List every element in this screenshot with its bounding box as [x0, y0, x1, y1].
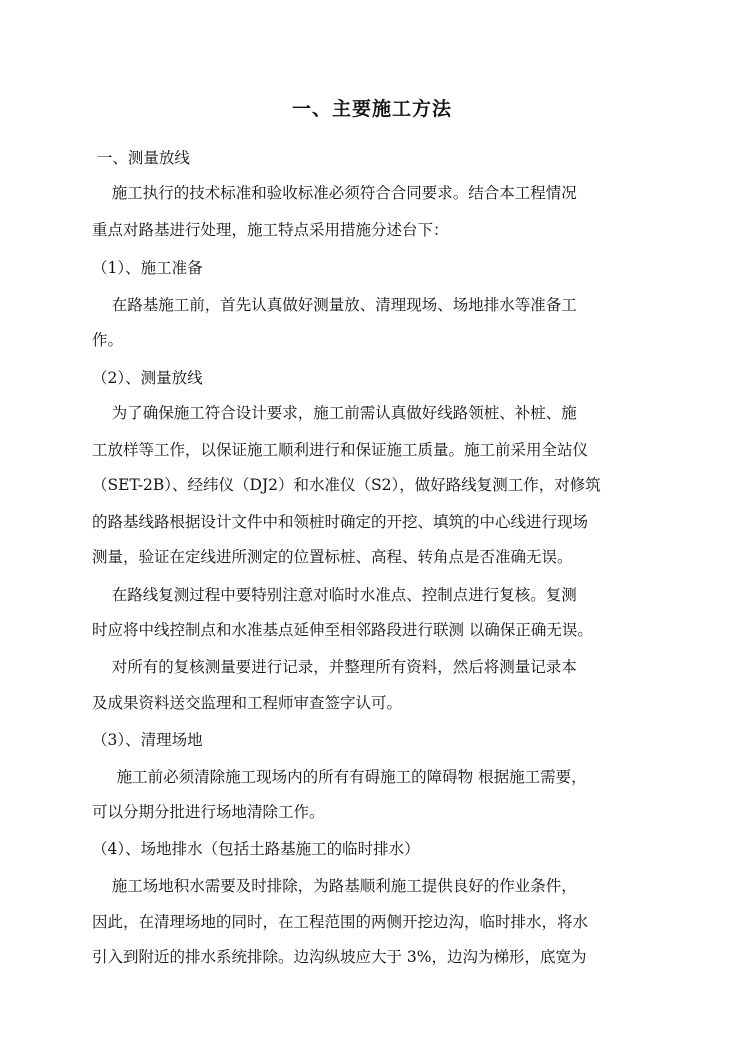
- text-line: 对所有的复核测量要进行记录，并整理所有资料，然后将测量记录本: [92, 658, 577, 676]
- text-line: 在路线复测过程中要特别注意对临时水准点、控制点进行复核。复测: [92, 586, 577, 604]
- text-line: 施工前必须清除施工现场内的所有有碍施工的障碍物 根据施工需要，: [92, 768, 587, 786]
- document-title: 一、主要施工方法: [291, 98, 452, 120]
- text-line: 的路基线路根据设计文件中和领桩时确定的开挖、填筑的中心线进行现场: [92, 513, 589, 531]
- text-line: （3）、清理场地: [92, 731, 203, 749]
- text-line: （4）、场地排水（包括土路基施工的临时排水）: [92, 840, 420, 858]
- text-line: 测量，验证在定线进所测定的位置标桩、高程、转角点是否准确无误。: [92, 548, 573, 566]
- text-line: 施工场地积水需要及时排除，为路基顺利施工提供良好的作业条件，: [92, 877, 577, 895]
- text-line: （SET-2B）、经纬仪（DJ2）和水准仪（S2），做好路线复测工作，对修筑: [92, 476, 601, 494]
- text-line: （2）、测量放线: [92, 369, 203, 387]
- text-line: （1）、施工准备: [92, 259, 203, 277]
- text-line: 一、测量放线: [92, 149, 190, 167]
- text-line: 作。: [92, 331, 124, 349]
- text-line: 引入到附近的排水系统排除。边沟纵坡应大于 3%，边沟为梯形，底宽为: [92, 948, 587, 966]
- text-line: 为了确保施工符合设计要求，施工前需认真做好线路领桩、补桩、施: [92, 404, 577, 422]
- text-line: 及成果资料送交监理和工程师审查签字认可。: [92, 694, 403, 712]
- text-line: 施工执行的技术标准和验收标准必须符合合同要求。结合本工程情况: [92, 184, 577, 202]
- text-line: 可以分期分批进行场地清除工作。: [92, 803, 325, 821]
- text-line: 时应将中线控制点和水准基点延伸至相邻路段进行联测 以确保正确无误。: [92, 621, 593, 639]
- text-line: 因此，在清理场地的同时，在工程范围的两侧开挖边沟，临时排水，将水: [92, 913, 589, 931]
- text-line: 工放样等工作，以保证施工顺利进行和保证施工质量。施工前采用全站仪: [92, 441, 589, 459]
- text-line: 重点对路基进行处理，施工特点采用措施分述台下：: [92, 221, 449, 239]
- text-line: 在路基施工前，首先认真做好测量放、清理现场、场地排水等准备工: [92, 296, 577, 314]
